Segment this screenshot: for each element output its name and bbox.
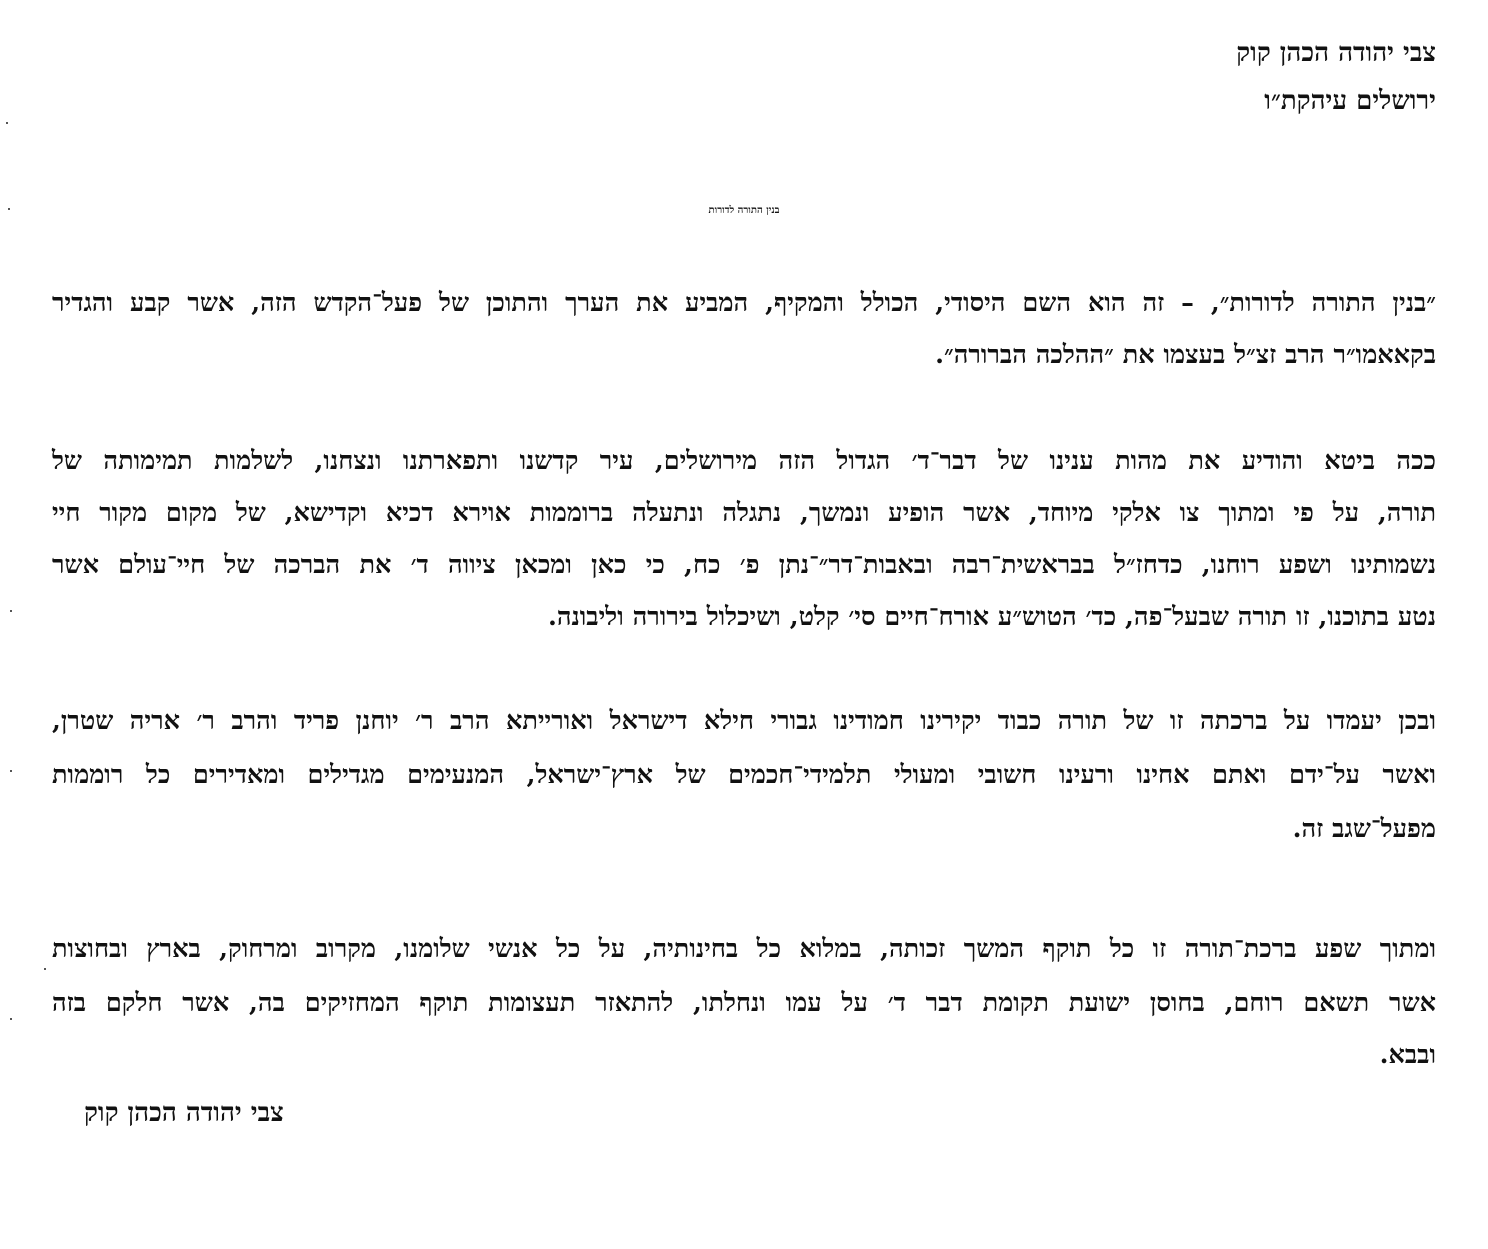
scan-speck [8,208,10,210]
paragraph-3-line-2: ואשר על־ידם ואתם אחינו ורעינו חשובי ומעולי תלמידי־חכמים של ארץ־ישראל, המנעימים מגדילים ומאדירים כל רוממות [52,760,1436,790]
scan-speck [10,770,12,772]
header-name: צבי יהודה הכהן קוק [1236,38,1436,68]
paragraph-3-line-3: מפעל־שגב זה. [1292,814,1436,844]
paragraph-2-line-2: תורה, על פי ומתוך צו אלקי מיוחד, אשר הופיע ונמשך, נתגלה ונתעלה ברוממות אוירא דכיא וקדישא, של מקום מקור חיי [52,498,1436,528]
paragraph-4-line-2: אשר תשאם רוחם, בחוסן ישועת תקומת דבר ד׳ על עמו ונחלתו, להתאזר תעצומות תוקף המחזיקים בה, אשר חלקם בזה [52,988,1436,1018]
paragraph-1-line-1: ״בנין התורה לדורות״, – זה הוא השם היסודי, הכולל והמקיף, המביע את הערך והתוכן של פעל־הקדש הזה, אשר קבע והגדיר [52,288,1436,318]
paragraph-2-line-3: נשמותינו ושפע רוחנו, כדחז״ל בבראשית־רבה ובאבות־דר״־נתן פ׳ כח, כי כאן ומכאן ציווה ד׳ את הברכה של חיי־עולם אשר [52,550,1436,580]
scan-speck [6,122,8,124]
document-title: בנין התורה לדורות [708,205,780,216]
scan-speck [10,610,12,612]
paragraph-2-line-1: ככה ביטא והודיע את מהות ענינו של דבר־ד׳ הגדול הזה מירושלים, עיר קדשנו ותפארתנו ונצחנו, לשלמות תמימותה של [52,446,1436,476]
header-place: ירושלים עיהקת״ו [1264,86,1436,116]
paragraph-4-line-3: ובבא. [1379,1040,1436,1070]
paragraph-4-line-1: ומתוך שפע ברכת־תורה זו כל תוקף המשך זכותה, במלוא כל בחינותיה, על כל אנשי שלומנו, מקרוב ומרחוק, בארץ ובחוצות [52,934,1436,964]
paragraph-1-line-2: בקאאמו״ר הרב זצ״ל בעצמו את ״ההלכה הברורה״. [935,340,1436,370]
paragraph-3-line-1: ובכן יעמדו על ברכתה זו של תורה כבוד יקירינו חמודינו גבורי חילא דישראל ואורייתא הרב ר׳ יוחנן פריד והרב ר׳ אריה שטרן, [52,706,1436,736]
paragraph-2-line-4: נטע בתוכנו, זו תורה שבעל־פה, כד׳ הטוש״ע אורח־חיים סי׳ קלט, ושיכלול בירורה וליבונה. [547,602,1436,632]
signature: צבי יהודה הכהן קוק [84,1098,284,1128]
scan-speck [10,1018,12,1020]
scan-speck [44,968,46,970]
